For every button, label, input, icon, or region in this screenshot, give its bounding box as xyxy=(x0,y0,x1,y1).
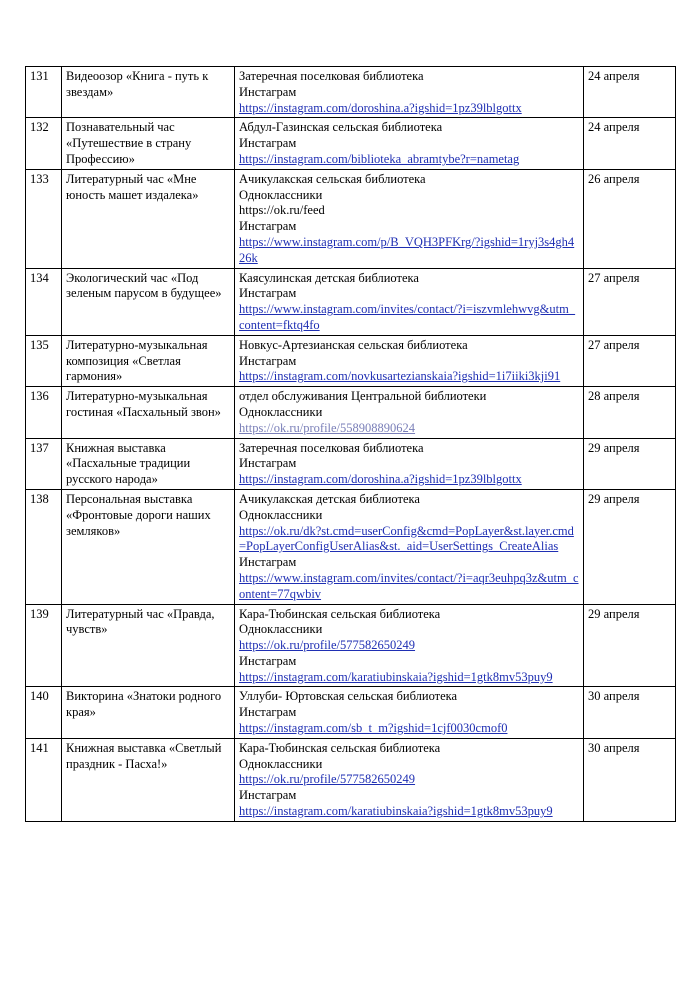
event-venue-cell xyxy=(235,438,584,489)
event-link[interactable]: https://instagram.com/sb_t_m?igshid=1cjf0030cmof0 xyxy=(239,721,508,736)
event-date: 29 апреля xyxy=(584,438,676,489)
venue-text: Инстаграм xyxy=(239,286,297,301)
event-venue-cell xyxy=(235,169,584,268)
table-row xyxy=(26,738,676,821)
event-venue-cell xyxy=(235,118,584,169)
table-row xyxy=(26,118,676,169)
row-number: 135 xyxy=(26,335,62,386)
row-number: 136 xyxy=(26,387,62,438)
venue-text: Кара-Тюбинская сельская библиотека xyxy=(239,740,441,755)
venue-text: Инстаграм xyxy=(239,84,297,99)
event-venue-cell xyxy=(235,67,584,118)
event-title: Экологический час «Под зеленым парусом в будущее» xyxy=(62,268,235,335)
venue-text: Инстаграм xyxy=(239,136,297,151)
venue-text: Каясулинская детская библиотека xyxy=(239,270,419,285)
table-row xyxy=(26,67,676,118)
table-row xyxy=(26,387,676,438)
row-number: 133 xyxy=(26,169,62,268)
event-venue-cell xyxy=(235,335,584,386)
row-number: 138 xyxy=(26,489,62,604)
venue-text: Затеречная поселковая библиотека xyxy=(239,440,424,455)
event-date: 29 апреля xyxy=(584,489,676,604)
row-number: 137 xyxy=(26,438,62,489)
venue-text: Инстаграм xyxy=(239,555,297,570)
table-row xyxy=(26,169,676,268)
event-link[interactable]: https://instagram.com/novkusartezianskaia?igshid=1i7iiki3kji91 xyxy=(239,369,561,384)
venue-text: Уллуби- Юртовская сельская библиотека xyxy=(239,689,458,704)
event-link[interactable]: https://instagram.com/karatiubinskaia?igshid=1gtk8mv53puy9 xyxy=(239,804,553,819)
table-row xyxy=(26,438,676,489)
table-row xyxy=(26,687,676,738)
event-link[interactable]: https://ok.ru/dk?st.cmd=userConfig&cmd=PopLayer&st.layer.cmd=PopLayerConfigUserAlias&st._aid=UserSettings_CreateAlias xyxy=(239,523,574,554)
event-link[interactable]: https://www.instagram.com/invites/contact/?i=iszvmlehwvg&utm_content=fktq4fo xyxy=(239,302,576,332)
event-date: 27 апреля xyxy=(584,335,676,386)
event-venue-cell xyxy=(235,604,584,687)
venue-text: Одноклассники xyxy=(239,507,323,522)
venue-text: Одноклассники xyxy=(239,756,323,771)
event-title: Литературный час «Мне юность машет издалека» xyxy=(62,169,235,268)
venue-text: Кара-Тюбинская сельская библиотека xyxy=(239,606,441,621)
event-title: Викторина «Знатоки родного края» xyxy=(62,687,235,738)
event-date: 29 апреля xyxy=(584,604,676,687)
venue-text: Затеречная поселковая библиотека xyxy=(239,69,424,83)
event-title: Познавательный час «Путешествие в страну Профессию» xyxy=(62,118,235,169)
event-link[interactable]: https://instagram.com/karatiubinskaia?igshid=1gtk8mv53puy9 xyxy=(239,669,553,684)
venue-text: Ачикулакская сельская библиотека xyxy=(239,171,426,186)
venue-text: https://ok.ru/feed xyxy=(239,203,325,218)
event-title: Литературный час «Правда, чувств» xyxy=(62,604,235,687)
event-date: 24 апреля xyxy=(584,118,676,169)
venue-text: Одноклассники xyxy=(239,187,323,202)
event-link[interactable]: https://instagram.com/doroshina.a?igshid=1pz39lblgottx xyxy=(239,472,522,487)
event-link[interactable]: https://www.instagram.com/p/B_VQH3PFKrg/?igshid=1ryj3s4gh426k xyxy=(239,234,575,265)
event-link[interactable]: https://ok.ru/profile/577582650249 xyxy=(239,772,416,787)
event-date: 30 апреля xyxy=(584,687,676,738)
row-number: 140 xyxy=(26,687,62,738)
table-row xyxy=(26,335,676,386)
event-venue-cell xyxy=(235,687,584,738)
venue-text: отдел обслуживания Центральной библиотеки xyxy=(239,389,487,404)
table-row xyxy=(26,489,676,604)
event-venue-cell xyxy=(235,489,584,604)
event-venue-cell xyxy=(235,387,584,438)
events-table-body xyxy=(26,67,676,822)
venue-text: Инстаграм xyxy=(239,456,297,471)
venue-text: Инстаграм xyxy=(239,653,297,668)
event-link[interactable]: https://instagram.com/biblioteka_abramtybe?r=nametag xyxy=(239,151,520,166)
event-link[interactable]: https://ok.ru/profile/558908890624 xyxy=(239,420,416,435)
venue-text: Ачикулакская детская библиотека xyxy=(239,491,420,506)
event-link[interactable]: https://www.instagram.com/invites/contact/?i=aqr3euhpq3z&utm_content=77qwbiv xyxy=(239,570,579,601)
table-row xyxy=(26,268,676,335)
event-link[interactable]: https://ok.ru/profile/577582650249 xyxy=(239,638,416,653)
event-title: Книжная выставка «Пасхальные традиции русского народа» xyxy=(62,438,235,489)
event-title: Литературно-музыкальная композиция «Светлая гармония» xyxy=(62,335,235,386)
venue-text: Инстаграм xyxy=(239,219,297,234)
row-number: 131 xyxy=(26,67,62,118)
table-row xyxy=(26,604,676,687)
event-title: Литературно-музыкальная гостиная «Пасхальный звон» xyxy=(62,387,235,438)
event-date: 24 апреля xyxy=(584,67,676,118)
event-title: Персональная выставка «Фронтовые дороги наших земляков» xyxy=(62,489,235,604)
event-venue-cell xyxy=(235,268,584,335)
event-venue-cell xyxy=(235,738,584,821)
venue-text: Инстаграм xyxy=(239,353,297,368)
venue-text: Инстаграм xyxy=(239,788,297,803)
row-number: 134 xyxy=(26,268,62,335)
event-title: Видеоозор «Книга - путь к звездам» xyxy=(62,67,235,118)
venue-text: Одноклассники xyxy=(239,622,323,637)
events-table xyxy=(25,66,676,822)
event-date: 26 апреля xyxy=(584,169,676,268)
event-link[interactable]: https://instagram.com/doroshina.a?igshid=1pz39lblgottx xyxy=(239,100,522,115)
event-date: 28 апреля xyxy=(584,387,676,438)
event-date: 27 апреля xyxy=(584,268,676,335)
event-date: 30 апреля xyxy=(584,738,676,821)
event-title: Книжная выставка «Светлый праздник - Пасха!» xyxy=(62,738,235,821)
row-number: 132 xyxy=(26,118,62,169)
venue-text: Абдул-Газинская сельская библиотека xyxy=(239,120,443,135)
document-page xyxy=(25,66,675,822)
venue-text: Инстаграм xyxy=(239,705,297,720)
row-number: 141 xyxy=(26,738,62,821)
venue-text: Новкус-Артезианская сельская библиотека xyxy=(239,337,468,352)
venue-text: Одноклассники xyxy=(239,404,323,419)
row-number: 139 xyxy=(26,604,62,687)
